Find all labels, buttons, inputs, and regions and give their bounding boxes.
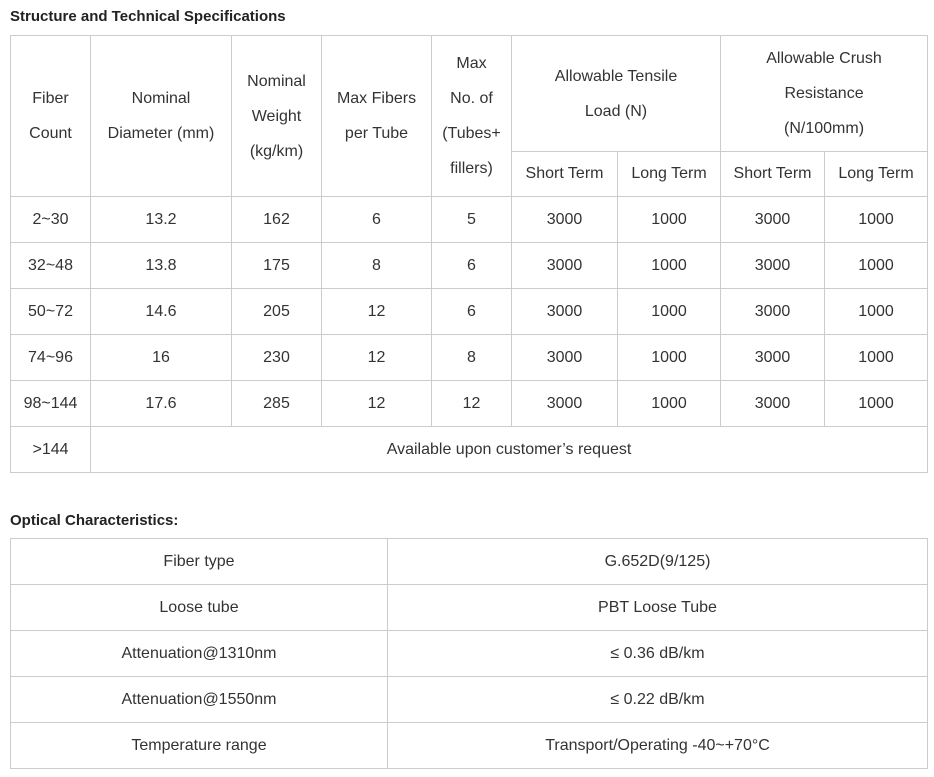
table-row <box>11 723 928 769</box>
optical-label: Fiber type <box>11 539 388 585</box>
table-row: 74~96 16 230 12 8 3000 1000 3000 1000 <box>11 335 928 381</box>
table-row <box>11 585 928 631</box>
table-row: 2~30 13.2 162 6 5 3000 1000 3000 1000 <box>11 197 928 243</box>
header-crush-short-term: Short Term <box>721 152 825 197</box>
header-allowable-crush-resistance: Allowable Crush Resistance (N/100mm) <box>721 36 928 152</box>
spec-section-title: Structure and Technical Specifications <box>10 8 286 25</box>
table-row: 98~144 17.6 285 12 12 3000 1000 3000 1000 <box>11 381 928 427</box>
header-nominal-weight: Nominal Weight (kg/km) <box>232 36 322 197</box>
optical-label: Temperature range <box>11 723 388 769</box>
optical-value: PBT Loose Tube <box>388 585 928 631</box>
spec-table <box>10 35 928 473</box>
header-max-fibers-per-tube: Max Fibers per Tube <box>322 36 432 197</box>
table-row <box>11 677 928 723</box>
header-crush-long-term: Long Term <box>825 152 928 197</box>
table-row: 50~72 14.6 205 12 6 3000 1000 3000 1000 <box>11 289 928 335</box>
optical-label: Loose tube <box>11 585 388 631</box>
header-nominal-diameter: Nominal Diameter (mm) <box>91 36 232 197</box>
optical-label: Attenuation@1310nm <box>11 631 388 677</box>
header-allowable-tensile-load: Allowable Tensile Load (N) <box>512 36 721 152</box>
optical-label: Attenuation@1550nm <box>11 677 388 723</box>
header-tensile-short-term: Short Term <box>512 152 618 197</box>
table-row: 32~48 13.8 175 8 6 3000 1000 3000 1000 <box>11 243 928 289</box>
table-row <box>11 539 928 585</box>
table-row <box>11 427 928 473</box>
optical-table <box>10 538 928 769</box>
header-fiber-count: Fiber Count <box>11 36 91 197</box>
header-max-no-of-tubes: Max No. of (Tubes+ fillers) <box>432 36 512 197</box>
header-tensile-long-term: Long Term <box>618 152 721 197</box>
optical-section-title: Optical Characteristics: <box>10 512 179 529</box>
last-row-count: >144 <box>11 427 91 473</box>
custom-request-note: Available upon customer’s request <box>91 427 928 473</box>
table-row <box>11 631 928 677</box>
optical-value: ≤ 0.36 dB/km <box>388 631 928 677</box>
optical-value: G.652D(9/125) <box>388 539 928 585</box>
optical-value: ≤ 0.22 dB/km <box>388 677 928 723</box>
optical-value: Transport/Operating -40~+70°C <box>388 723 928 769</box>
